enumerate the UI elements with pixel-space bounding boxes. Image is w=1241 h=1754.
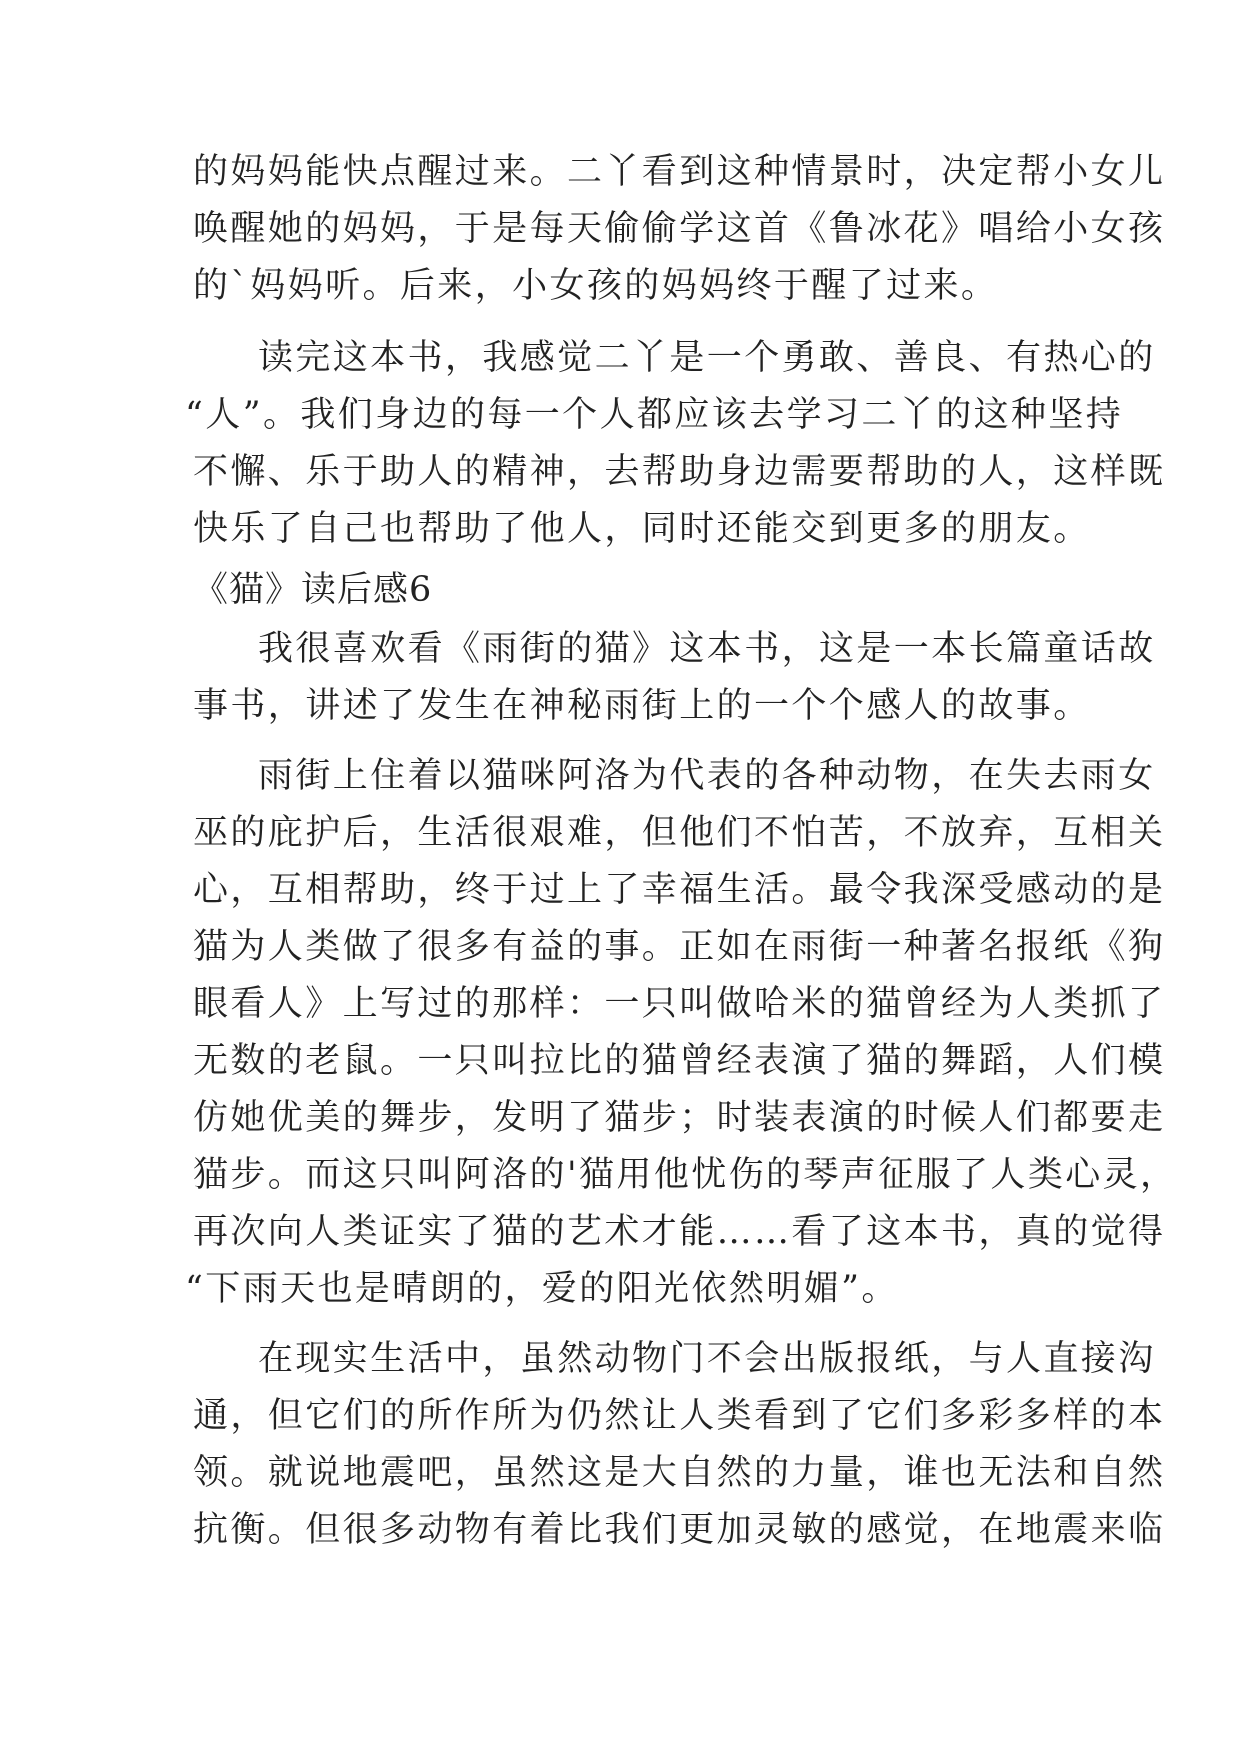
paragraph-line: 猫步。而这只叫阿洛的'猫用他忧伤的琴声征服了人类心灵， (193, 1155, 1178, 1195)
paragraph-line: 事书，讲述了发生在神秘雨街上的一个个感人的故事。 (193, 686, 1091, 726)
paragraph-line: 快乐了自己也帮助了他人，同时还能交到更多的朋友。 (193, 509, 1091, 549)
paragraph-first-line: 读完这本书，我感觉二丫是一个勇敢、善良、有热心的 (258, 338, 1156, 378)
paragraph-line: 的妈妈能快点醒过来。二丫看到这种情景时，决定帮小女儿 (193, 152, 1166, 192)
paragraph-line: 巫的庇护后，生活很艰难，但他们不怕苦，不放弃，互相关 (193, 813, 1166, 853)
paragraph-first-line: 雨街上住着以猫咪阿洛为代表的各种动物，在失去雨女 (258, 756, 1156, 796)
paragraph-line: 心，互相帮助，终于过上了幸福生活。最令我深受感动的是 (193, 870, 1166, 910)
paragraph-line: 不懈、乐于助人的精神，去帮助身边需要帮助的人，这样既 (193, 452, 1166, 492)
paragraph-line: 再次向人类证实了猫的艺术才能……看了这本书，真的觉得 (193, 1212, 1166, 1252)
paragraph-line: 仿她优美的舞步，发明了猫步；时装表演的时候人们都要走 (193, 1098, 1166, 1138)
paragraph-line: “人”。我们身边的每一个人都应该去学习二丫的这种坚持 (185, 395, 1124, 435)
paragraph-line: 通，但它们的所作所为仍然让人类看到了它们多彩多样的本 (193, 1396, 1166, 1436)
section-heading: 《猫》读后感6 (193, 570, 433, 610)
paragraph-line: “下雨天也是晴朗的，爱的阳光依然明媚”。 (185, 1269, 899, 1309)
paragraph-line: 无数的老鼠。一只叫拉比的猫曾经表演了猫的舞蹈，人们模 (193, 1041, 1166, 1081)
paragraph-first-line: 我很喜欢看《雨街的猫》这本书，这是一本长篇童话故 (258, 629, 1156, 669)
paragraph-line: 眼看人》上写过的那样：一只叫做哈米的猫曾经为人类抓了 (193, 984, 1166, 1024)
paragraph-line: 的`妈妈听。后来，小女孩的妈妈终于醒了过来。 (193, 266, 999, 306)
paragraph-line: 抗衡。但很多动物有着比我们更加灵敏的感觉，在地震来临 (193, 1510, 1166, 1550)
paragraph-line: 领。就说地震吧，虽然这是大自然的力量，谁也无法和自然 (193, 1453, 1166, 1493)
paragraph-line: 唤醒她的妈妈，于是每天偷偷学这首《鲁冰花》唱给小女孩 (193, 209, 1166, 249)
paragraph-first-line: 在现实生活中，虽然动物门不会出版报纸，与人直接沟 (258, 1339, 1156, 1379)
paragraph-line: 猫为人类做了很多有益的事。正如在雨街一种著名报纸《狗 (193, 927, 1166, 967)
